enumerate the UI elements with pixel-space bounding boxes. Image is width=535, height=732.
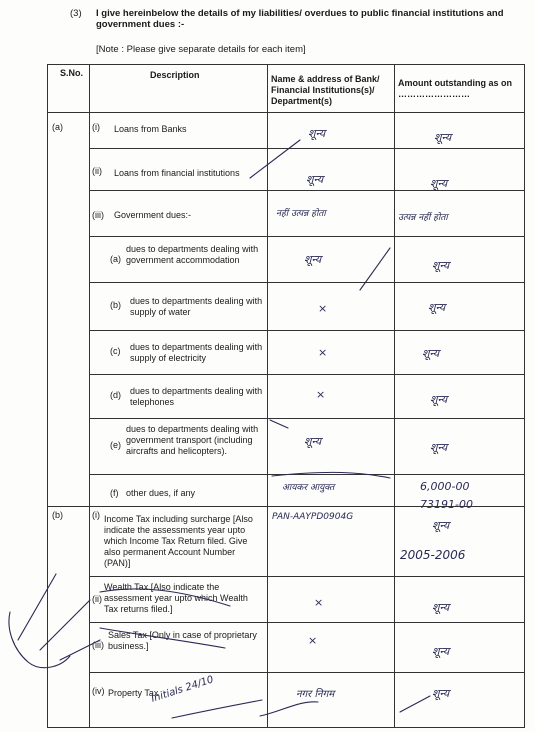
row-name-handwritten: × [316,388,326,401]
initials-handwritten: Initials 24/10 [149,674,216,705]
row-desc: Loans from financial institutions [114,168,240,178]
header-description: Description [150,70,200,80]
row-sno: (b) [52,510,63,520]
row-amount-handwritten: शून्य [432,601,450,614]
row-name-handwritten: × [318,346,328,359]
margin-signature-stroke [60,640,100,660]
margin-signature-stroke [40,600,90,650]
row-name-handwritten: शून्य [306,173,324,186]
intro-text: I give hereinbelow the details of my liabilities/ overdues to public financial institutions and government dues :- [96,8,504,30]
row-amount-handwritten: उत्पन्न नहीं होता [398,213,448,223]
row-roman: (iv) [92,686,105,696]
row-desc: Loans from Banks [114,124,187,134]
row-name-handwritten: × [314,596,324,609]
underline-stroke [272,472,390,478]
row-desc: Property Tax [108,688,159,698]
row-sub: (b) [110,300,121,310]
row-desc: other dues, if any [126,488,196,498]
row-name-handwritten: शून्य [308,127,326,140]
row-name-handwritten: × [308,634,318,647]
row-name-handwritten: × [318,302,328,315]
row-amount-handwritten: शून्य [430,177,448,190]
row-name-handwritten: नगर निगम [296,689,335,700]
row-desc: dues to departments dealing with supply of water [130,296,263,317]
row-amount-handwritten: शून्य [430,441,448,454]
row-roman: (ii) [92,594,102,604]
row-desc: Sales Tax [Only in case of proprietary business.] [108,630,257,651]
assessment-year-handwritten: 2005-2006 [400,548,466,562]
row-amount-handwritten: शून्य [432,645,450,658]
header-name-address: Name & address of Bank/ Financial Institutions(s)/ Department(s) [271,74,380,106]
row-amount-handwritten: शून्य [432,259,450,272]
initials-stroke [172,700,262,718]
row-desc: dues to departments dealing with government transport (including aircrafts and helicopters). [126,424,259,456]
income-tax-amount-handwritten: शून्य [432,519,450,532]
row-sub: (f) [110,488,119,498]
row-roman: (iii) [92,640,104,650]
row-desc: dues to departments dealing with telephones [130,386,263,407]
row-sub: (c) [110,346,121,356]
row-amount-handwritten: 73191-00 [420,498,473,511]
row-sno: (a) [52,122,63,132]
margin-signature-stroke [18,574,56,640]
row-amount-handwritten: शून्य [434,131,452,144]
row-amount-handwritten: शून्य [428,301,446,314]
row-desc: dues to departments dealing with supply of electricity [130,342,263,363]
row-amount-handwritten: शून्य [432,687,450,700]
note-text: [Note : Please give separate details for each item] [96,44,306,55]
initials-stroke [260,702,318,716]
row-name-handwritten: शून्य [304,435,322,448]
row-amount-handwritten: शून्य [422,347,440,360]
row-amount-handwritten: शून्य [430,393,448,406]
header-sno: S.No. [60,68,84,78]
diagonal-stroke [360,248,390,290]
diagonal-stroke [400,696,430,712]
row-desc: dues to departments dealing with government accommodation [126,244,259,265]
row-name-handwritten: आयकर आयुक्त [282,483,335,493]
row-amount-handwritten: 6,000-00 [420,480,470,493]
row-sub: (e) [110,440,121,450]
row-name-handwritten: नहीं उत्पन्न होता [276,209,326,219]
row-desc: Income Tax including surcharge [Also indicate the assessments year upto which Income Tax Return filed. Give also permanent Account Number (PAN)] [104,514,253,568]
row-desc: Government dues:- [114,210,192,220]
header-amount: Amount outstanding as on …………………… [398,78,512,99]
row-name-handwritten: शून्य [304,253,322,266]
section-number: (3) [70,8,82,19]
tick-stroke [270,420,288,428]
row-roman: (iii) [92,210,104,220]
row-sub: (d) [110,390,121,400]
row-name-handwritten: PAN-AAYPD0904G [272,512,354,522]
strike-stroke [100,589,230,606]
strike-stroke [100,628,225,648]
row-roman: (ii) [92,166,102,176]
row-sub: (a) [110,254,121,264]
row-roman: (i) [92,122,100,132]
row-desc: Wealth Tax [Also indicate the assessment year upto which Wealth Tax returns filed.] [104,582,248,614]
diagonal-stroke [250,140,300,178]
row-roman: (i) [92,510,100,520]
